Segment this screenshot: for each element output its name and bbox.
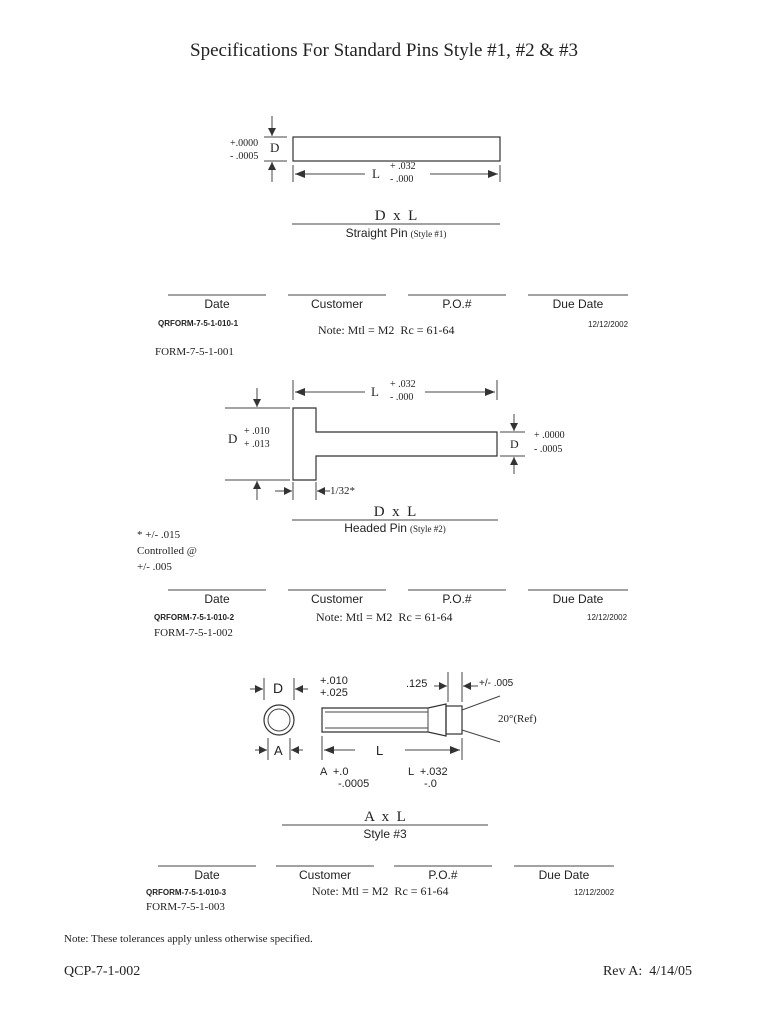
style1-l-label: L xyxy=(372,166,380,181)
style2-shaft-tol-minus: - .0005 xyxy=(534,444,563,455)
style1-l-tol-plus: + .032 xyxy=(390,161,416,172)
style2-date: 12/12/2002 xyxy=(587,613,628,622)
style3-l-spec-minus: -.0 xyxy=(424,778,437,790)
style3-l-spec: L +.032 xyxy=(408,766,448,778)
style3-dim-title: A x L xyxy=(364,809,406,825)
style3-date-field: Date xyxy=(194,868,220,882)
style2-dim-title: D x L xyxy=(373,504,417,520)
style1-d-tol-plus: +.0000 xyxy=(230,138,259,149)
style1-po-field: P.O.# xyxy=(442,297,472,311)
style3-po-field: P.O.# xyxy=(428,868,458,882)
style1-due-date-field: Due Date xyxy=(552,297,604,311)
style1-l-tol-minus: - .000 xyxy=(390,174,414,185)
style2-po-field: P.O.# xyxy=(442,592,472,606)
style3-d-tol-plus: +.010 xyxy=(320,675,348,687)
style2-shaft-d-label: D xyxy=(510,437,519,451)
style2-head-d-label: D xyxy=(228,431,238,446)
style1-dim-title: D x L xyxy=(374,208,418,224)
style3-tip-tol: +/- .005 xyxy=(479,678,514,689)
style2-l-tol-minus: - .000 xyxy=(390,392,414,403)
style2-caption: Headed Pin (Style #2) xyxy=(344,521,446,535)
style3-angle: 20°(Ref) xyxy=(498,713,537,725)
style3-tip-length: .125 xyxy=(406,678,428,690)
style2-note: Note: Mtl = M2 Rc = 61-64 xyxy=(316,610,453,624)
doc-number: QCP-7-1-002 xyxy=(64,964,141,979)
style3-form-label: FORM-7-5-1-003 xyxy=(146,901,225,913)
style3-l-label: L xyxy=(376,743,384,758)
straight-pin-body xyxy=(293,137,500,161)
revision: Rev A: 4/14/05 xyxy=(602,964,692,979)
style2-head-tol-minus: + .013 xyxy=(244,439,270,450)
style3-caption: Style #3 xyxy=(363,827,407,841)
style1-caption: Straight Pin (Style #1) xyxy=(345,226,447,240)
footer-note: Note: These tolerances apply unless otherwise specified. xyxy=(64,933,313,945)
style3-customer-field: Customer xyxy=(298,868,351,882)
style1-note: Note: Mtl = M2 Rc = 61-64 xyxy=(318,323,455,337)
style3-note: Note: Mtl = M2 Rc = 61-64 xyxy=(312,884,449,898)
style3-pin-tip xyxy=(446,706,462,734)
style3-d-tol-minus: +.025 xyxy=(320,687,348,699)
pin-end-view-inner xyxy=(268,709,290,731)
style2-footnote-3: +/- .005 xyxy=(137,561,172,573)
page-title: Specifications For Standard Pins Style #1, #2 & #3 xyxy=(190,40,578,61)
style1-d-tol-minus: - .0005 xyxy=(230,151,259,162)
style2-head-tol-plus: + .010 xyxy=(244,426,270,437)
style2-l-label: L xyxy=(371,384,379,399)
style3-pin-body xyxy=(322,704,446,736)
style2-form-label: FORM-7-5-1-002 xyxy=(154,627,233,639)
style1-form-code: QRFORM-7-5-1-010-1 xyxy=(158,319,239,328)
style2-l-tol-plus: + .032 xyxy=(390,379,416,390)
style3-date: 12/12/2002 xyxy=(574,888,615,897)
style2-due-date-field: Due Date xyxy=(552,592,604,606)
style2-date-field: Date xyxy=(204,592,230,606)
style1-date-field: Date xyxy=(204,297,230,311)
style2-customer-field: Customer xyxy=(310,592,363,606)
headed-pin-body xyxy=(293,408,497,480)
style1-date: 12/12/2002 xyxy=(588,320,629,329)
style3-a-spec-minus: -.0005 xyxy=(338,778,370,790)
style2-form-code: QRFORM-7-5-1-010-2 xyxy=(154,613,235,622)
style1-form-label: FORM-7-5-1-001 xyxy=(155,346,234,358)
style3-a-spec: A +.0 xyxy=(320,766,349,778)
style2-footnote-1: * +/- .015 xyxy=(137,529,181,541)
style3-form-code: QRFORM-7-5-1-010-3 xyxy=(146,888,227,897)
style3-d-label: D xyxy=(273,680,284,696)
style2-footnote-2: Controlled @ xyxy=(137,545,197,557)
style3-a-label: A xyxy=(274,743,283,758)
style1-customer-field: Customer xyxy=(310,297,363,311)
style3-due-date-field: Due Date xyxy=(538,868,590,882)
style2-shaft-tol-plus: + .0000 xyxy=(534,430,565,441)
style1-d-label: D xyxy=(270,140,280,155)
style2-head-length: 1/32* xyxy=(330,485,356,497)
